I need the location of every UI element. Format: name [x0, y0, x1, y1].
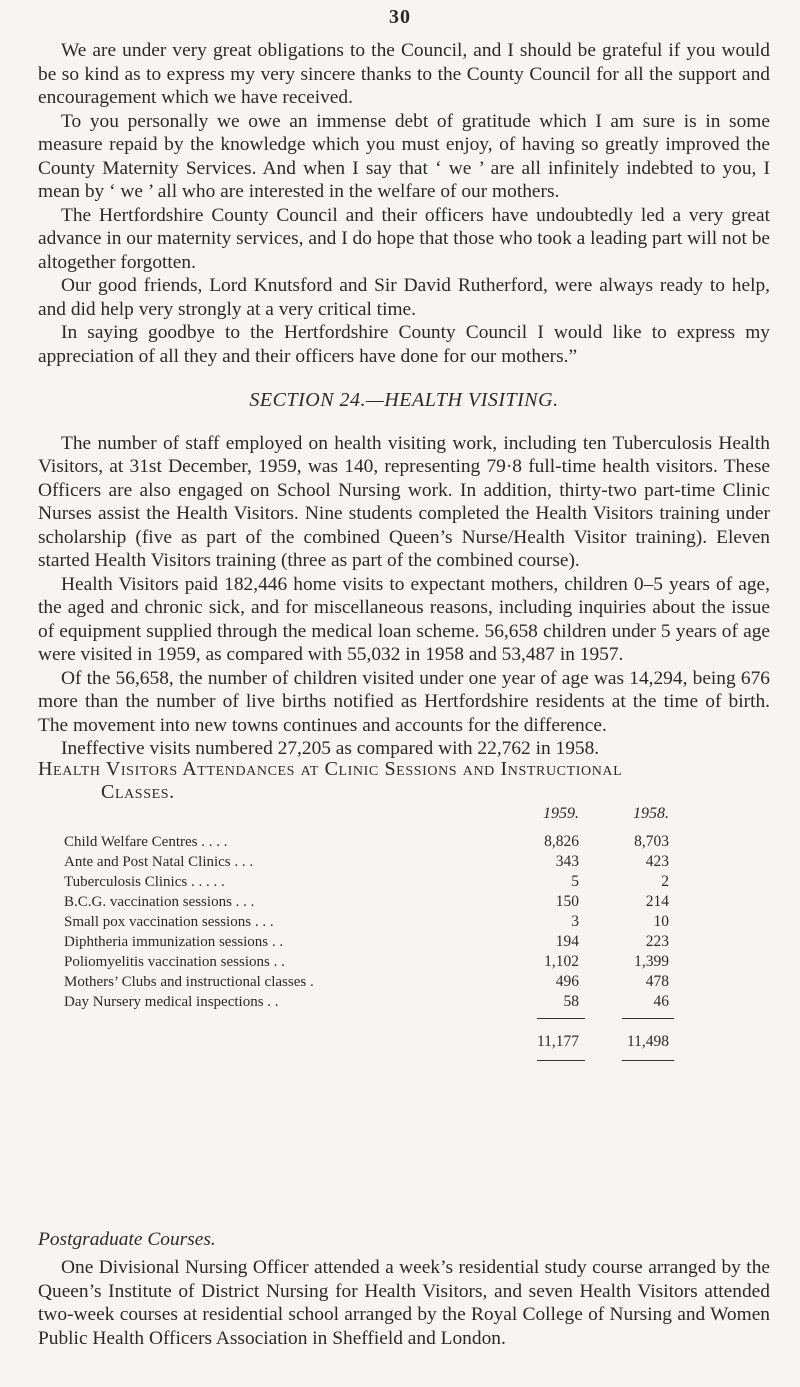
row-label: B.C.G. vaccination sessions . . .: [64, 894, 255, 910]
value-1959: 5: [571, 873, 579, 890]
table-row: [64, 872, 744, 892]
row-label: Small pox vaccination sessions . . .: [64, 914, 274, 930]
table-row: [64, 912, 744, 932]
table-title-line: Classes.: [101, 781, 175, 803]
paragraph: The Hertfordshire County Council and their officers have undoubtedly led a very great advance in our maternity services, and I do hope that those who took a leading part will not be altogether forgotten.: [38, 204, 770, 273]
value-1958: 214: [645, 893, 669, 910]
table-row: [64, 892, 744, 912]
row-label: Day Nursery medical inspections . .: [64, 994, 279, 1010]
value-1958: 46: [653, 993, 669, 1010]
postgrad-text: [38, 1256, 770, 1350]
postgrad-heading: Postgraduate Courses.: [38, 1229, 216, 1250]
column-header-1959: 1959.: [543, 805, 579, 822]
table-title: [38, 758, 778, 804]
total-rule-top: [64, 1012, 744, 1032]
value-1958: 223: [645, 933, 669, 950]
paragraph: Health Visitors paid 182,446 home visits to expectant mothers, children 0–5 years of age, the aged and chronic sick, and for miscellaneous reasons, including inquiries about the issue of equipment supplied through the medical loan scheme. 56,658 children under 5 years of age were visited in 1959, as compared with 55,032 in 1958 and 53,487 in 1957.: [38, 573, 770, 665]
paragraph: Of the 56,658, the number of children visited under one year of age was 14,294, being 676 more than the number of live births notified as Hertfordshire residents at the time of birth. The movement into new towns continues and accounts for the difference.: [38, 667, 770, 736]
total-1958: 11,498: [626, 1033, 669, 1050]
paragraph: We are under very great obligations to the Council, and I should be grateful if you would be so kind as to express my very sincere thanks to the County Council for all the support and encouragement which we have received.: [38, 40, 770, 108]
value-1958: 423: [645, 853, 669, 870]
value-1959: 1,102: [544, 953, 579, 970]
value-1958: 478: [645, 973, 669, 990]
total-rule-bottom: [64, 1054, 744, 1062]
divider: [622, 1060, 674, 1061]
value-1959: 496: [555, 973, 579, 990]
table-header: [64, 804, 744, 832]
page-number: 30: [389, 6, 411, 28]
total-1959: 11,177: [536, 1033, 579, 1050]
paragraph: One Divisional Nursing Officer attended a week’s residential study course arranged by the Queen’s Institute of District Nursing for Health Visitors, and seven Health Visitors attended two-week courses at residential school arranged by the Royal College of Nursing and Women Public Health Officers Association in Sheffield and London.: [38, 1257, 770, 1349]
attendance-table: [64, 804, 744, 1062]
value-1959: 343: [555, 853, 579, 870]
row-label: Ante and Post Natal Clinics . . .: [64, 854, 254, 870]
table-row: [64, 932, 744, 952]
column-header-1958: 1958.: [633, 805, 669, 822]
value-1958: 2: [661, 873, 669, 890]
divider: [622, 1018, 674, 1019]
value-1958: 10: [653, 913, 669, 930]
main-text: [38, 39, 770, 761]
value-1959: 8,826: [544, 833, 579, 850]
value-1958: 8,703: [634, 833, 669, 850]
paragraph: In saying goodbye to the Hertfordshire County Council I would like to express my appreciation of all they and their officers have done for our mothers.”: [38, 322, 770, 367]
paragraph: To you personally we owe an immense debt of gratitude which I am sure is in some measure repaid by the knowledge which you must enjoy, of having so greatly improved the County Maternity Services. And when I say that ‘ we ’ are all infinitely indebted to you, I mean by ‘ we ’ all who are interested in the welfare of our mothers.: [38, 110, 770, 202]
divider: [537, 1018, 585, 1019]
row-label: Diphtheria immunization sessions . .: [64, 934, 284, 950]
table-title-line: Health Visitors Attendances at Clinic Sessions and Instructional: [38, 758, 623, 780]
table-row: [64, 832, 744, 852]
paragraph: Our good friends, Lord Knutsford and Sir David Rutherford, were always ready to help, and did help very strongly at a very critical time.: [38, 275, 770, 320]
section-title: SECTION 24.—HEALTH VISITING.: [249, 389, 559, 411]
row-label: Tuberculosis Clinics . . . . .: [64, 874, 225, 890]
table-row: [64, 952, 744, 972]
row-label: Poliomyelitis vaccination sessions . .: [64, 954, 285, 970]
value-1959: 3: [571, 913, 579, 930]
row-label: Mothers’ Clubs and instructional classes .: [64, 974, 314, 990]
value-1959: 58: [563, 993, 579, 1010]
value-1959: 150: [555, 893, 579, 910]
total-row: [64, 1032, 744, 1054]
value-1959: 194: [555, 933, 579, 950]
table-row: [64, 852, 744, 872]
value-1958: 1,399: [634, 953, 669, 970]
table-row: [64, 972, 744, 992]
divider: [537, 1060, 585, 1061]
paragraph: The number of staff employed on health visiting work, including ten Tuberculosis Health Visitors, at 31st December, 1959, was 140, representing 79·8 full-time health visitors. These Officers are also engaged on School Nursing work. In addition, thirty-two part-time Clinic Nurses assist the Health Visitors. Nine students completed the Health Visitors training under scholarship (five as part of the combined Queen’s Nurse/Health Visitor training). Eleven started Health Visitors training (three as part of the combined course).: [38, 432, 770, 571]
table-row: [64, 992, 744, 1012]
row-label: Child Welfare Centres . . . .: [64, 834, 228, 850]
paragraph: Ineffective visits numbered 27,205 as compared with 22,762 in 1958.: [61, 738, 600, 759]
